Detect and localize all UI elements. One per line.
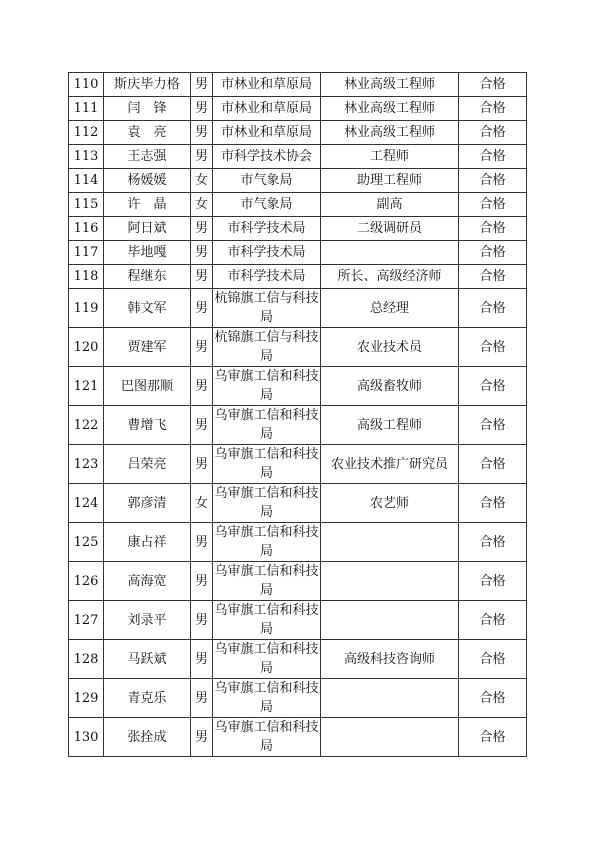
- person-name: 巴图那顺: [104, 367, 191, 406]
- table-row: [69, 241, 527, 265]
- row-number: 118: [69, 265, 104, 289]
- work-unit: 市林业和草原局: [213, 121, 321, 145]
- person-name: 曹增飞: [104, 406, 191, 445]
- person-name: 韩文军: [104, 289, 191, 328]
- work-unit: 乌审旗工信和科技局: [213, 718, 321, 757]
- row-number: 125: [69, 523, 104, 562]
- job-title: [321, 601, 459, 640]
- row-number: 116: [69, 217, 104, 241]
- work-unit: 杭锦旗工信与科技局: [213, 328, 321, 367]
- person-name: 张拴成: [104, 718, 191, 757]
- person-name: 许 晶: [104, 193, 191, 217]
- gender: 男: [191, 73, 213, 97]
- row-number: 126: [69, 562, 104, 601]
- gender: 男: [191, 367, 213, 406]
- result: 合格: [459, 562, 527, 601]
- job-title: 二级调研员: [321, 217, 459, 241]
- job-title: 林业高级工程师: [321, 73, 459, 97]
- result: 合格: [459, 169, 527, 193]
- job-title: 助理工程师: [321, 169, 459, 193]
- gender: 男: [191, 121, 213, 145]
- table-row: [69, 328, 527, 367]
- person-name: 袁 亮: [104, 121, 191, 145]
- result: 合格: [459, 193, 527, 217]
- gender: 男: [191, 718, 213, 757]
- table-row: [69, 289, 527, 328]
- person-name: 吕荣亮: [104, 445, 191, 484]
- job-title: 农业技术员: [321, 328, 459, 367]
- work-unit: 市气象局: [213, 193, 321, 217]
- row-number: 114: [69, 169, 104, 193]
- table-row: [69, 265, 527, 289]
- person-name: 王志强: [104, 145, 191, 169]
- work-unit: 市科学技术局: [213, 241, 321, 265]
- result: 合格: [459, 289, 527, 328]
- gender: 男: [191, 679, 213, 718]
- row-number: 129: [69, 679, 104, 718]
- row-number: 119: [69, 289, 104, 328]
- row-number: 112: [69, 121, 104, 145]
- gender: 男: [191, 328, 213, 367]
- job-title: [321, 718, 459, 757]
- result: 合格: [459, 601, 527, 640]
- table-row: [69, 145, 527, 169]
- result: 合格: [459, 145, 527, 169]
- result: 合格: [459, 445, 527, 484]
- job-title: 高级工程师: [321, 406, 459, 445]
- table-row: [69, 73, 527, 97]
- result: 合格: [459, 406, 527, 445]
- person-name: 高海宽: [104, 562, 191, 601]
- row-number: 115: [69, 193, 104, 217]
- person-name: 马跃斌: [104, 640, 191, 679]
- job-title: 农艺师: [321, 484, 459, 523]
- table-row: [69, 562, 527, 601]
- person-name: 斯庆毕力格: [104, 73, 191, 97]
- gender: 男: [191, 445, 213, 484]
- work-unit: 市气象局: [213, 169, 321, 193]
- table-row: [69, 97, 527, 121]
- row-number: 113: [69, 145, 104, 169]
- gender: 女: [191, 484, 213, 523]
- gender: 男: [191, 289, 213, 328]
- gender: 男: [191, 145, 213, 169]
- result: 合格: [459, 73, 527, 97]
- work-unit: 杭锦旗工信与科技局: [213, 289, 321, 328]
- result: 合格: [459, 121, 527, 145]
- work-unit: 乌审旗工信和科技局: [213, 562, 321, 601]
- job-title: [321, 523, 459, 562]
- roster-table: [68, 72, 527, 757]
- work-unit: 乌审旗工信和科技局: [213, 601, 321, 640]
- row-number: 120: [69, 328, 104, 367]
- table-row: [69, 217, 527, 241]
- gender: 女: [191, 169, 213, 193]
- table-row: [69, 169, 527, 193]
- table-row: [69, 523, 527, 562]
- job-title: [321, 679, 459, 718]
- row-number: 110: [69, 73, 104, 97]
- result: 合格: [459, 523, 527, 562]
- job-title: 林业高级工程师: [321, 121, 459, 145]
- result: 合格: [459, 97, 527, 121]
- row-number: 122: [69, 406, 104, 445]
- roster-table-body: [69, 73, 527, 757]
- job-title: 所长、高级经济师: [321, 265, 459, 289]
- work-unit: 乌审旗工信和科技局: [213, 523, 321, 562]
- result: 合格: [459, 217, 527, 241]
- work-unit: 乌审旗工信和科技局: [213, 406, 321, 445]
- work-unit: 乌审旗工信和科技局: [213, 679, 321, 718]
- row-number: 130: [69, 718, 104, 757]
- row-number: 124: [69, 484, 104, 523]
- result: 合格: [459, 718, 527, 757]
- person-name: 闫 锋: [104, 97, 191, 121]
- row-number: 123: [69, 445, 104, 484]
- person-name: 程继东: [104, 265, 191, 289]
- person-name: 毕地嘎: [104, 241, 191, 265]
- row-number: 127: [69, 601, 104, 640]
- gender: 男: [191, 562, 213, 601]
- job-title: [321, 241, 459, 265]
- work-unit: 乌审旗工信和科技局: [213, 445, 321, 484]
- result: 合格: [459, 367, 527, 406]
- job-title: 总经理: [321, 289, 459, 328]
- result: 合格: [459, 328, 527, 367]
- row-number: 117: [69, 241, 104, 265]
- gender: 男: [191, 97, 213, 121]
- work-unit: 市科学技术局: [213, 265, 321, 289]
- row-number: 111: [69, 97, 104, 121]
- gender: 女: [191, 193, 213, 217]
- work-unit: 市林业和草原局: [213, 97, 321, 121]
- job-title: 林业高级工程师: [321, 97, 459, 121]
- table-row: [69, 484, 527, 523]
- work-unit: 乌审旗工信和科技局: [213, 484, 321, 523]
- work-unit: 市科学技术局: [213, 217, 321, 241]
- result: 合格: [459, 640, 527, 679]
- gender: 男: [191, 601, 213, 640]
- gender: 男: [191, 406, 213, 445]
- job-title: 副高: [321, 193, 459, 217]
- row-number: 128: [69, 640, 104, 679]
- work-unit: 乌审旗工信和科技局: [213, 367, 321, 406]
- result: 合格: [459, 265, 527, 289]
- gender: 男: [191, 640, 213, 679]
- table-row: [69, 640, 527, 679]
- person-name: 刘录平: [104, 601, 191, 640]
- result: 合格: [459, 241, 527, 265]
- table-row: [69, 601, 527, 640]
- job-title: [321, 562, 459, 601]
- person-name: 阿日斌: [104, 217, 191, 241]
- table-row: [69, 445, 527, 484]
- job-title: 工程师: [321, 145, 459, 169]
- job-title: 高级科技咨询师: [321, 640, 459, 679]
- person-name: 杨媛媛: [104, 169, 191, 193]
- result: 合格: [459, 484, 527, 523]
- work-unit: 市科学技术协会: [213, 145, 321, 169]
- result: 合格: [459, 679, 527, 718]
- table-row: [69, 406, 527, 445]
- table-row: [69, 193, 527, 217]
- person-name: 郭彦清: [104, 484, 191, 523]
- table-row: [69, 718, 527, 757]
- work-unit: 乌审旗工信和科技局: [213, 640, 321, 679]
- gender: 男: [191, 523, 213, 562]
- person-name: 康占祥: [104, 523, 191, 562]
- gender: 男: [191, 241, 213, 265]
- person-name: 青克乐: [104, 679, 191, 718]
- row-number: 121: [69, 367, 104, 406]
- job-title: 农业技术推广研究员: [321, 445, 459, 484]
- table-row: [69, 367, 527, 406]
- table-row: [69, 121, 527, 145]
- job-title: 高级畜牧师: [321, 367, 459, 406]
- table-row: [69, 679, 527, 718]
- gender: 男: [191, 265, 213, 289]
- gender: 男: [191, 217, 213, 241]
- work-unit: 市林业和草原局: [213, 73, 321, 97]
- person-name: 贾建军: [104, 328, 191, 367]
